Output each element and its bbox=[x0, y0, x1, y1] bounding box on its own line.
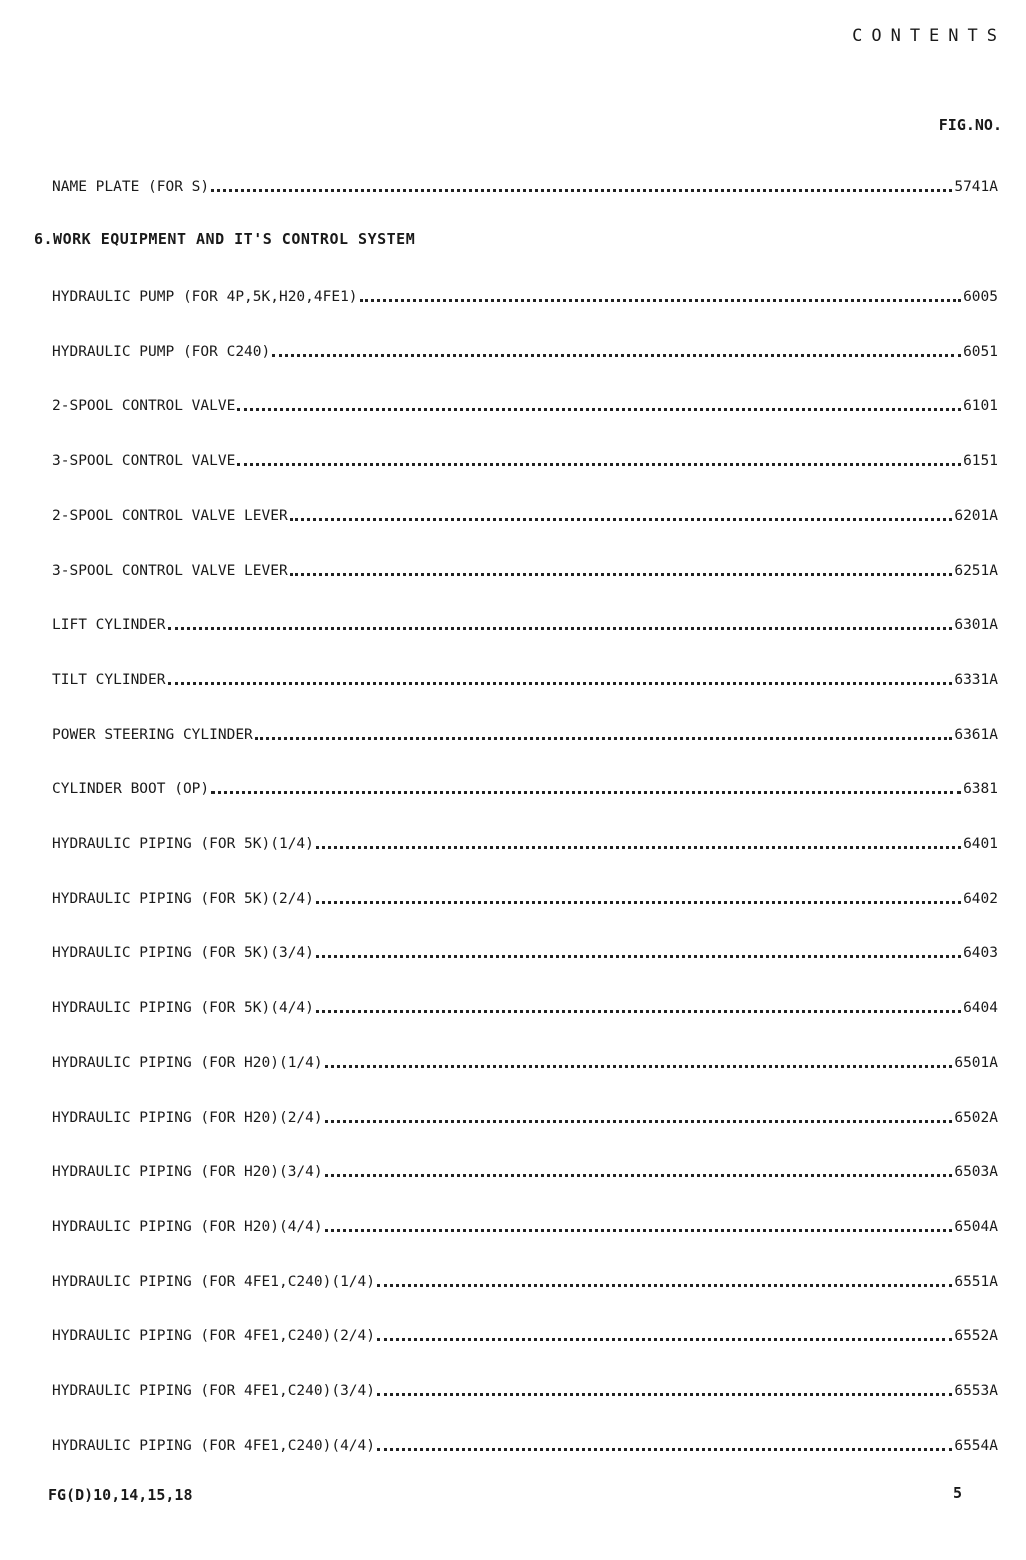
toc-entry-label: 3-SPOOL CONTROL VALVE bbox=[52, 453, 236, 469]
toc-entry-label: LIFT CYLINDER bbox=[52, 617, 166, 633]
toc-entry bbox=[52, 1378, 998, 1400]
dot-leader bbox=[316, 901, 961, 904]
toc-entry-fig-number: 6051 bbox=[963, 344, 998, 360]
dot-leader bbox=[237, 463, 961, 466]
toc-entry-fig-number: 6005 bbox=[963, 289, 998, 305]
dot-leader bbox=[211, 189, 952, 192]
toc-entry-fig-number: 6553A bbox=[954, 1383, 998, 1399]
toc-entry-fig-number: 6401 bbox=[963, 836, 998, 852]
toc-entry bbox=[52, 886, 998, 908]
toc-entry-label: HYDRAULIC PIPING (FOR 4FE1,C240)(3/4) bbox=[52, 1383, 376, 1399]
toc-entry-fig-number: 5741A bbox=[954, 179, 998, 195]
toc-entry bbox=[52, 393, 998, 415]
toc-entry-label: HYDRAULIC PIPING (FOR 4FE1,C240)(4/4) bbox=[52, 1438, 376, 1454]
toc-entry-fig-number: 6101 bbox=[963, 398, 998, 414]
toc-entry-label: 3-SPOOL CONTROL VALVE LEVER bbox=[52, 563, 288, 579]
toc-entry-fig-number: 6551A bbox=[954, 1274, 998, 1290]
toc-entry bbox=[52, 776, 998, 798]
toc-entry-fig-number: 6301A bbox=[954, 617, 998, 633]
toc-entry-fig-number: 6504A bbox=[954, 1219, 998, 1235]
toc-entry bbox=[52, 667, 998, 689]
toc-entry-fig-number: 6201A bbox=[954, 508, 998, 524]
toc-entry bbox=[52, 831, 998, 853]
page-number: 5 bbox=[952, 1484, 962, 1502]
toc-entry-fig-number: 6331A bbox=[954, 672, 998, 688]
toc-entry-label: HYDRAULIC PUMP (FOR 4P,5K,H20,4FE1) bbox=[52, 289, 358, 305]
toc-entry-label: HYDRAULIC PIPING (FOR 4FE1,C240)(1/4) bbox=[52, 1274, 376, 1290]
toc-entry-label: 2-SPOOL CONTROL VALVE bbox=[52, 398, 236, 414]
toc-entry-fig-number: 6404 bbox=[963, 1000, 998, 1016]
toc-entry bbox=[52, 558, 998, 580]
dot-leader bbox=[325, 1229, 953, 1232]
toc-entry-fig-number: 6403 bbox=[963, 945, 998, 961]
dot-leader bbox=[290, 518, 953, 521]
dot-leader bbox=[316, 1010, 961, 1013]
dot-leader bbox=[325, 1065, 953, 1068]
toc-entry-label: CYLINDER BOOT (OP) bbox=[52, 781, 210, 797]
toc-entry bbox=[52, 284, 998, 306]
toc-entry-fig-number: 6502A bbox=[954, 1110, 998, 1126]
toc-entry bbox=[52, 1323, 998, 1345]
dot-leader bbox=[211, 791, 961, 794]
dot-leader bbox=[168, 682, 953, 685]
toc-entry-label: POWER STEERING CYLINDER bbox=[52, 727, 253, 743]
toc-entry-label: HYDRAULIC PIPING (FOR H20)(2/4) bbox=[52, 1110, 323, 1126]
toc-entry-fig-number: 6361A bbox=[954, 727, 998, 743]
toc-entry bbox=[52, 995, 998, 1017]
toc-entry bbox=[52, 339, 998, 361]
toc-entry bbox=[52, 722, 998, 744]
toc-entry bbox=[52, 1159, 998, 1181]
toc-entry bbox=[52, 1433, 998, 1455]
footer-model-code: FG(D)10,14,15,18 bbox=[48, 1486, 193, 1504]
toc-entry-fig-number: 6151 bbox=[963, 453, 998, 469]
dot-leader bbox=[377, 1338, 952, 1341]
toc-entry-label: HYDRAULIC PIPING (FOR 5K)(1/4) bbox=[52, 836, 314, 852]
dot-leader bbox=[237, 408, 961, 411]
toc-entry bbox=[52, 1269, 998, 1291]
contents-header: CONTENTS bbox=[852, 26, 1006, 46]
toc-entry-label: HYDRAULIC PUMP (FOR C240) bbox=[52, 344, 271, 360]
toc-entry bbox=[52, 1105, 998, 1127]
toc-entry-fig-number: 6501A bbox=[954, 1055, 998, 1071]
toc-entry bbox=[52, 1214, 998, 1236]
dot-leader bbox=[168, 627, 953, 630]
section-heading: 6.WORK EQUIPMENT AND IT'S CONTROL SYSTEM bbox=[34, 230, 416, 248]
dot-leader bbox=[325, 1120, 953, 1123]
dot-leader bbox=[360, 299, 962, 302]
dot-leader bbox=[316, 846, 961, 849]
toc-entry-fig-number: 6381 bbox=[963, 781, 998, 797]
toc-entry-fig-number: 6554A bbox=[954, 1438, 998, 1454]
toc-entry-fig-number: 6552A bbox=[954, 1328, 998, 1344]
dot-leader bbox=[272, 354, 961, 357]
toc-entry-fig-number: 6251A bbox=[954, 563, 998, 579]
toc-entry-fig-number: 6503A bbox=[954, 1164, 998, 1180]
dot-leader bbox=[377, 1393, 952, 1396]
toc-entry-fig-number: 6402 bbox=[963, 891, 998, 907]
dot-leader bbox=[255, 737, 953, 740]
dot-leader bbox=[290, 573, 953, 576]
toc-entry bbox=[52, 503, 998, 525]
toc-entry-label: TILT CYLINDER bbox=[52, 672, 166, 688]
dot-leader bbox=[325, 1174, 953, 1177]
toc-entry-label: HYDRAULIC PIPING (FOR 5K)(3/4) bbox=[52, 945, 314, 961]
toc-entry-label: HYDRAULIC PIPING (FOR H20)(3/4) bbox=[52, 1164, 323, 1180]
toc-entry-label: NAME PLATE (FOR S) bbox=[52, 179, 210, 195]
toc-entry-label: HYDRAULIC PIPING (FOR H20)(1/4) bbox=[52, 1055, 323, 1071]
dot-leader bbox=[377, 1284, 952, 1287]
toc-entry bbox=[52, 1050, 998, 1072]
toc-entry bbox=[52, 448, 998, 470]
toc-entry bbox=[52, 940, 998, 962]
toc-entry-name-plate bbox=[52, 174, 998, 196]
dot-leader bbox=[377, 1448, 952, 1451]
dot-leader bbox=[316, 955, 961, 958]
toc-entry-label: HYDRAULIC PIPING (FOR 4FE1,C240)(2/4) bbox=[52, 1328, 376, 1344]
toc-entry-label: HYDRAULIC PIPING (FOR 5K)(2/4) bbox=[52, 891, 314, 907]
toc-entry-label: HYDRAULIC PIPING (FOR 5K)(4/4) bbox=[52, 1000, 314, 1016]
toc-entry-label: HYDRAULIC PIPING (FOR H20)(4/4) bbox=[52, 1219, 323, 1235]
toc-entry-label: 2-SPOOL CONTROL VALVE LEVER bbox=[52, 508, 288, 524]
toc-entry bbox=[52, 612, 998, 634]
fig-no-column-label: FIG.NO. bbox=[938, 116, 1002, 134]
